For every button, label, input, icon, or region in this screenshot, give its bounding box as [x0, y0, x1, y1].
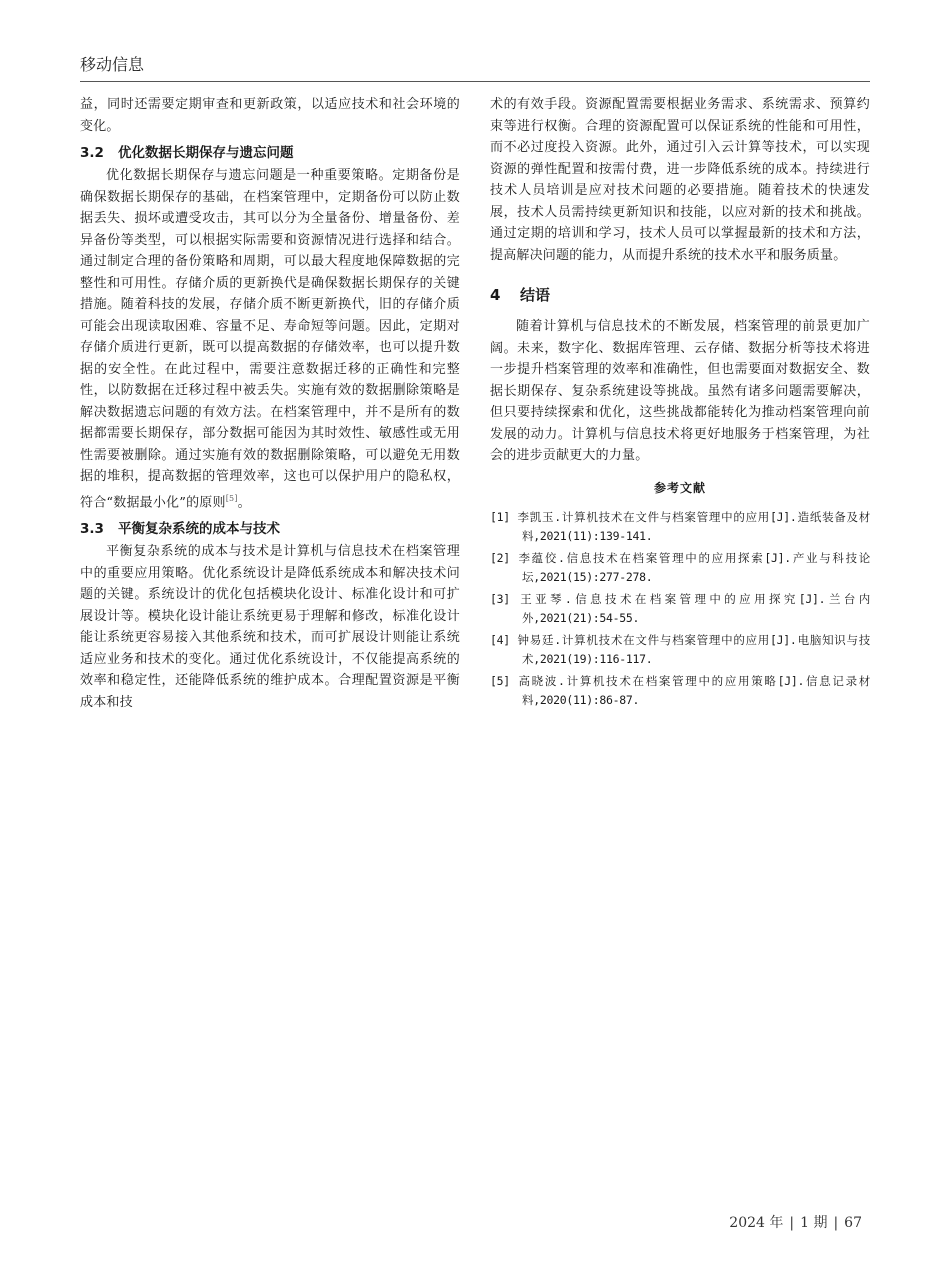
section-3-2-heading	[80, 143, 460, 163]
reference-item: [5] 高晓波.计算机技术在档案管理中的应用策略[J].信息记录材料,2020(11):86-87.	[490, 673, 870, 707]
paragraph-text: 优化数据长期保存与遗忘问题是一种重要策略。定期备份是确保数据长期保存的基础，在档案管理中，定期备份可以防止数据丢失、损坏或遭受攻击，其可以分为全量备份、增量备份、差异备份等类型，可以根据实际需要和资源情况进行选择和结合。通过制定合理的备份策略和周期，可以最大程度地保障数据的完整性和可用性。存储介质的更新换代是确保数据长期保存的关键措施。随着科技的发展，存储介质不断更新换代，旧的存储介质可能会出现读取困难、容量不足、寿命短等问题。因此，定期对存储介质进行更新，既可以提高数据的存储效率，也可以提升数据的安全性。在此过程中，需要注意数据迁移的正确性和完整性，以防数据在迁移过程中被丢失。实施有效的数据删除策略是解决数据遗忘问题的有效方法。在档案管理中，并不是所有的数据都需要长期保存，部分数据可能因为其时效性、敏感性或无用性需要被删除。通过实施有效的数据删除策略，可以避免无用数据的堆积，提高数据的管理效率，这也可以保护用户的隐私权，符合“数据最小化”的原则	[80, 168, 460, 510]
reference-item: [2] 李蕴佼.信息技术在档案管理中的应用探索[J].产业与科技论坛,2021(15):277-278.	[490, 550, 870, 584]
page-footer	[729, 1212, 862, 1232]
reference-item: [4] 钟易廷.计算机技术在文件与档案管理中的应用[J].电脑知识与技术,2021(19):116-117.	[490, 632, 870, 666]
references-title: 参考文献	[653, 480, 706, 495]
section-number: 4	[490, 286, 501, 304]
paragraph-continuation: 术的有效手段。资源配置需要根据业务需求、系统需求、预算约束等进行权衡。合理的资源配置可以保证系统的性能和可用性，而不必过度投入资源。此外，通过引入云计算等技术，可以实现资源的弹性配置和按需付费，进一步降低系统的成本。持续进行技术人员培训是应对技术问题的必要措施。随着技术的快速发展，技术人员需持续更新知识和技能，以应对新的技术和挑战。通过定期的培训和学习，技术人员可以掌握最新的技术和方法，提高解决问题的能力，从而提升系统的技术水平和服务质量。	[490, 97, 870, 263]
reference-list	[490, 508, 870, 711]
reference-item: [3] 王亚琴.信息技术在档案管理中的应用探究[J].兰台内外,2021(21):54-55.	[490, 591, 870, 625]
page-number: 67	[844, 1215, 862, 1231]
section-number: 3.2	[80, 145, 104, 161]
section-number: 3.3	[80, 521, 104, 538]
section-3-2-paragraph	[80, 165, 460, 513]
running-header	[80, 52, 870, 82]
paragraph-end: 。	[237, 494, 251, 510]
section-title: 平衡复杂系统的成本与技术	[118, 521, 280, 538]
footer-issue: 1 期	[800, 1215, 828, 1231]
journal-name: 移动信息	[80, 55, 145, 74]
section-4-heading	[490, 284, 870, 306]
paragraph-continuation: 益，同时还需要定期审查和更新政策，以适应技术和社会环境的变化。	[80, 97, 460, 134]
section-title: 结语	[520, 286, 551, 304]
citation-ref[interactable]: [5]	[225, 493, 238, 503]
left-column	[80, 94, 460, 713]
section-title: 优化数据长期保存与遗忘问题	[118, 145, 294, 161]
section-3-3-paragraph: 平衡复杂系统的成本与技术是计算机与信息技术在档案管理中的重要应用策略。优化系统设计是降低系统成本和解决技术问题的关键。系统设计的优化包括模块化设计、标准化设计和可扩展设计等。模块化设计能让系统更易于理解和修改，标准化设计能让系统更容易接入其他系统和技术，而可扩展设计则能让系统适应业务和技术的变化。通过优化系统设计，不仅能提高系统的效率和稳定性，还能降低系统的维护成本。合理配置资源是平衡成本和技	[80, 544, 460, 710]
right-column	[490, 94, 870, 713]
footer-separator: |	[789, 1215, 795, 1231]
reference-item: [1] 李凯玉.计算机技术在文件与档案管理中的应用[J].造纸装备及材料,2021(11):139-141.	[490, 509, 870, 543]
footer-year: 2024 年	[729, 1215, 784, 1231]
conclusion-paragraph: 随着计算机与信息技术的不断发展，档案管理的前景更加广阔。未来，数字化、数据库管理、云存储、数据分析等技术将进一步提升档案管理的效率和准确性，但也需要面对数据安全、数据长期保存、复杂系统建设等挑战。虽然有诸多问题需要解决，但只要持续探索和优化，这些挑战都能转化为推动档案管理向前发展的动力。计算机与信息技术将更好地服务于档案管理，为社会的进步贡献更大的力量。	[490, 319, 870, 463]
section-3-3-heading	[80, 519, 460, 539]
footer-separator: |	[833, 1215, 839, 1231]
